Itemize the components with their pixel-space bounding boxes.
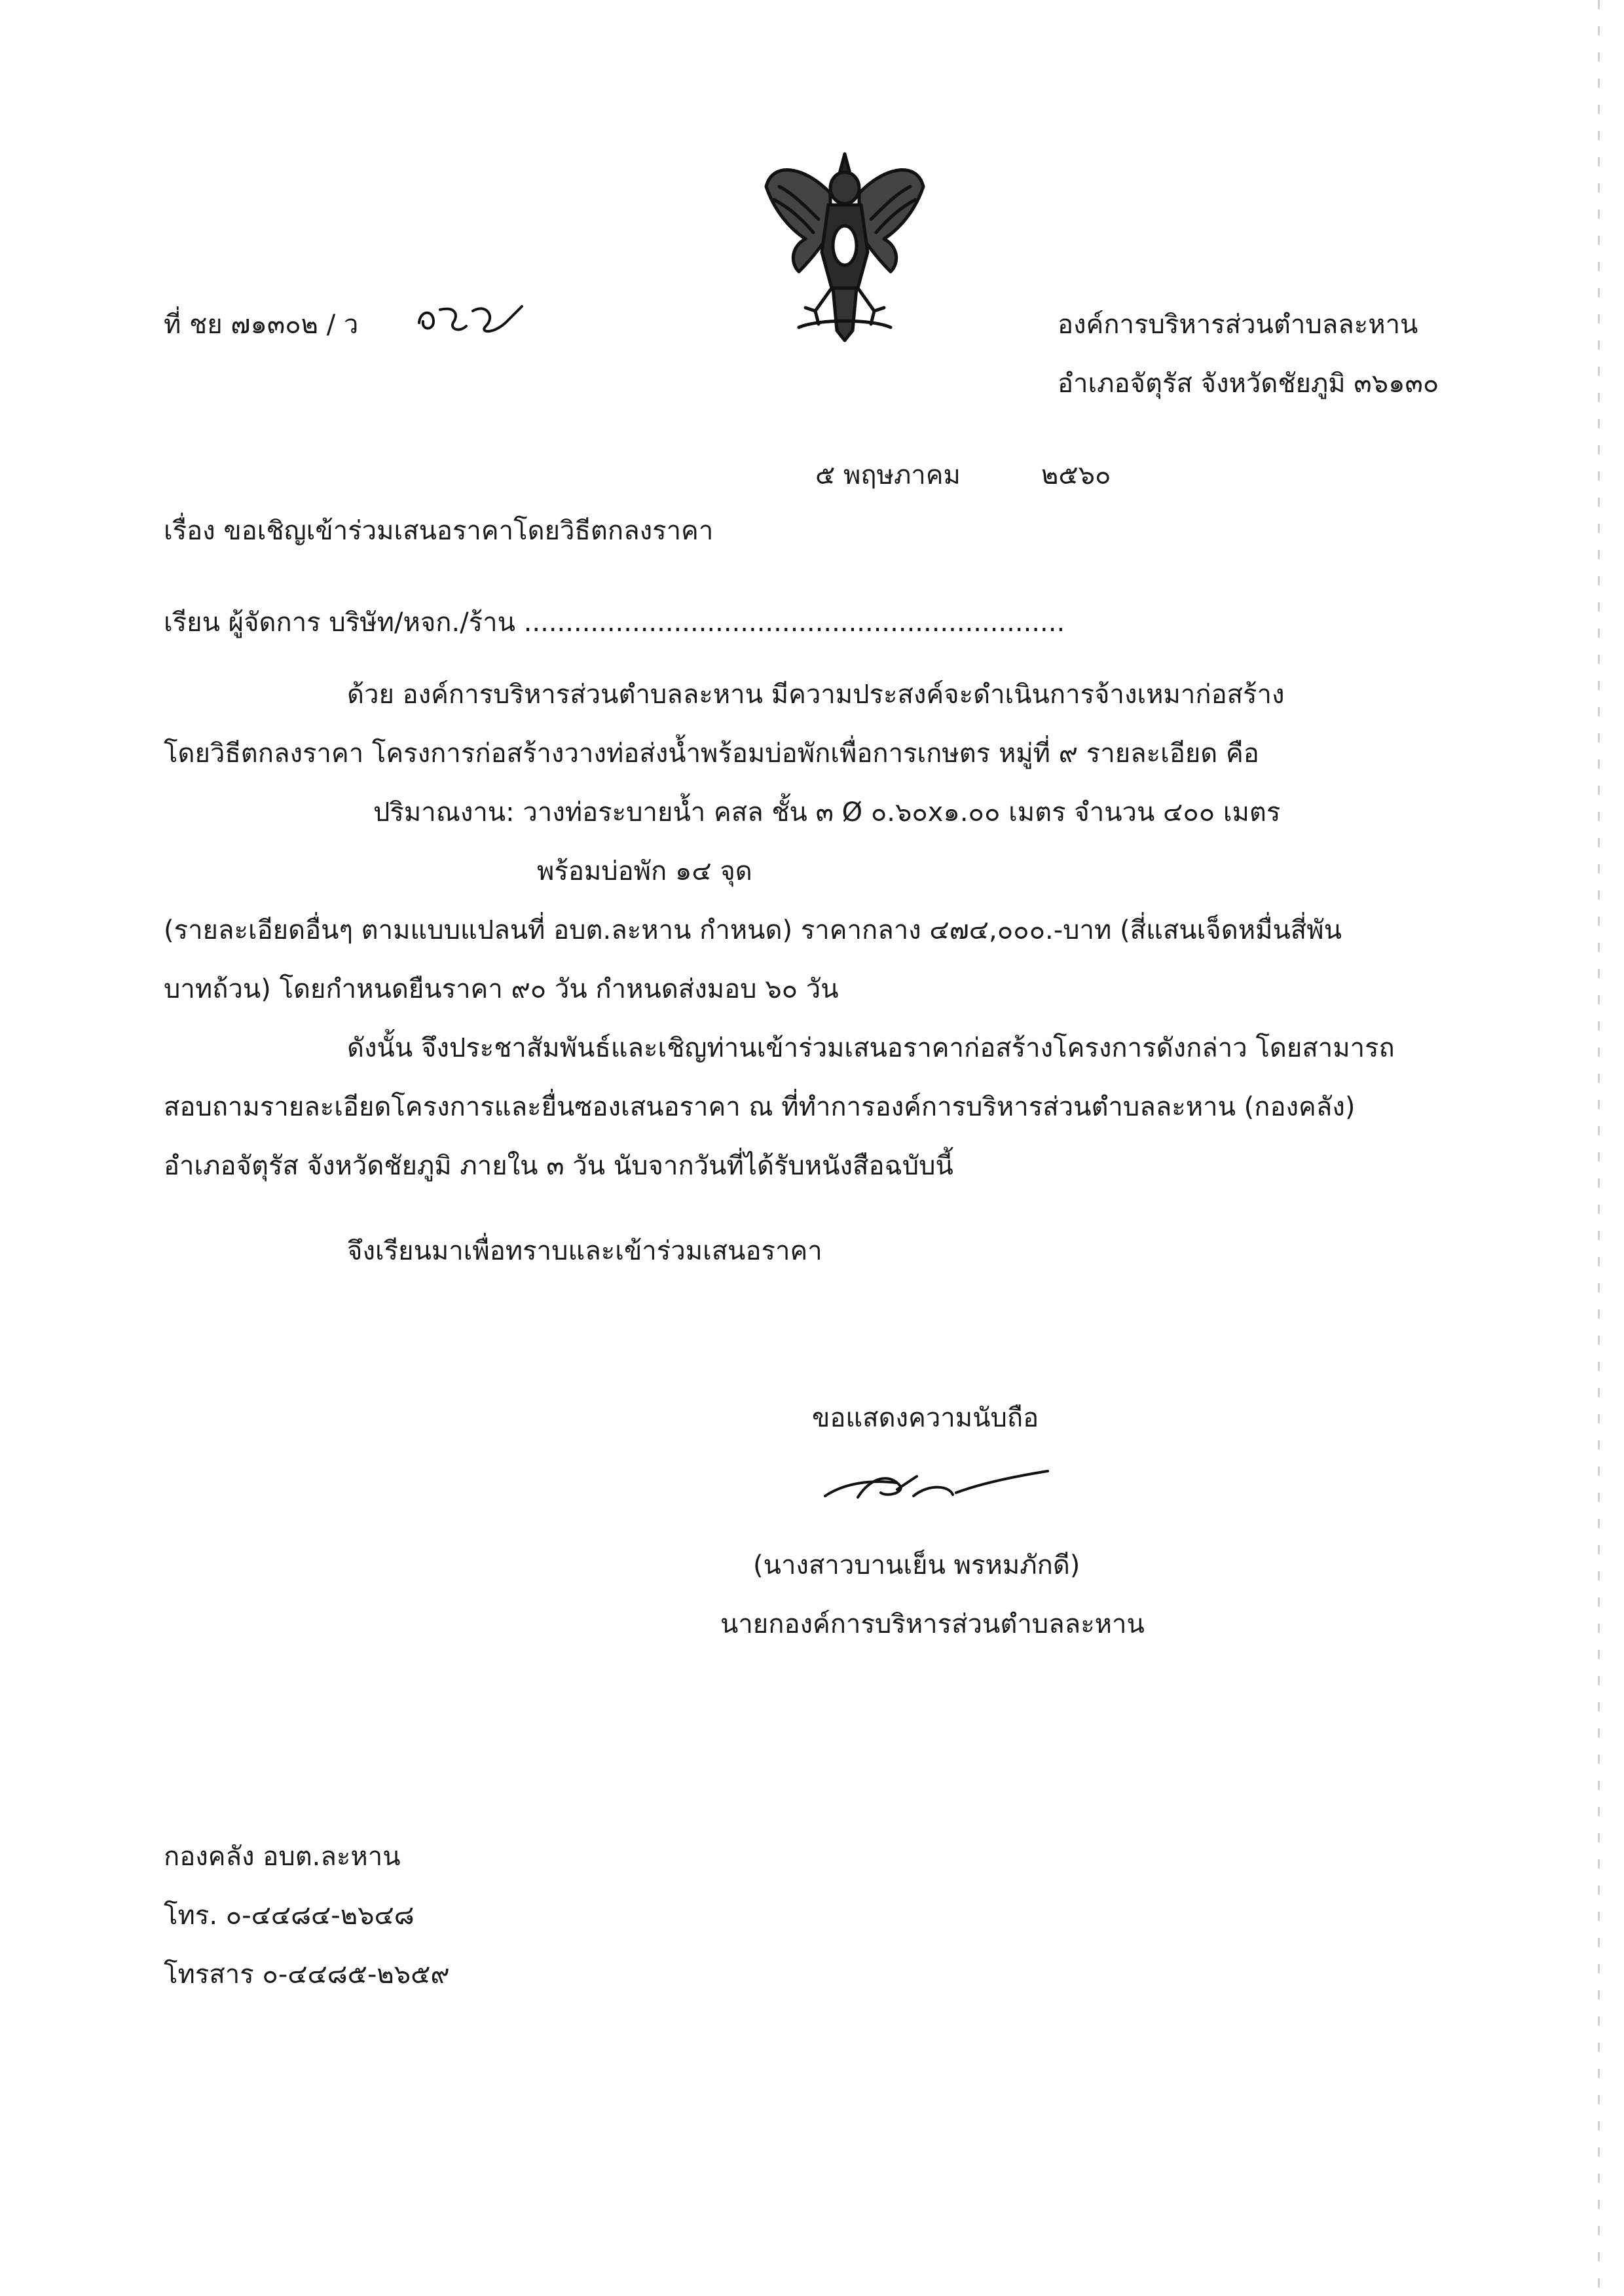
regards-text: ขอแสดงความนับถือ	[812, 1403, 1039, 1433]
closing-line: จึงเรียนมาเพื่อทราบและเข้าร่วมเสนอราคา	[347, 1236, 822, 1266]
body-paragraph-2-line-1: ดังนั้น จึงประชาสัมพันธ์และเชิญท่านเข้าร่วมเสนอราคาก่อสร้างโครงการดังกล่าว โดยสามารถ	[347, 1033, 1395, 1063]
subject-line: เรื่อง ขอเชิญเข้าร่วมเสนอราคาโดยวิธีตกลงราคา	[164, 516, 714, 546]
body-paragraph-1-line-6: บาทถ้วน) โดยกำหนดยืนราคา ๙๐ วัน กำหนดส่งมอบ ๖๐ วัน	[164, 974, 839, 1004]
letter-date: ๕ พฤษภาคม	[815, 460, 961, 490]
handwritten-reference-number	[414, 297, 525, 337]
footer-department: กองคลัง อบต.ละหาน	[164, 1842, 401, 1872]
signatory-name: (นางสาวบานเย็น พรหมภักดี)	[753, 1550, 1080, 1580]
body-paragraph-1-line-4: พร้อมบ่อพัก ๑๔ จุด	[537, 856, 752, 886]
handwritten-signature	[819, 1457, 1054, 1516]
body-paragraph-2-line-2: สอบถามรายละเอียดโครงการและยื่นซองเสนอราคา ณ ที่ทำการองค์การบริหารส่วนตำบลละหาน (กองคลัง)	[164, 1092, 1356, 1122]
letter-year: ๒๕๖๐	[1041, 460, 1111, 490]
organization-name: องค์การบริหารส่วนตำบลละหาน	[1058, 310, 1418, 340]
reference-number: ที่ ชย ๗๑๓๐๒ / ว	[164, 310, 359, 340]
garuda-emblem-icon	[760, 147, 930, 344]
body-paragraph-1-line-1: ด้วย องค์การบริหารส่วนตำบลละหาน มีความประสงค์จะดำเนินการจ้างเหมาก่อสร้าง	[347, 680, 1285, 710]
organization-address: อำเภอจัตุรัส จังหวัดชัยภูมิ ๓๖๑๓๐	[1058, 369, 1439, 399]
signatory-position: นายกองค์การบริหารส่วนตำบลละหาน	[720, 1609, 1145, 1639]
salutation-line: เรียน ผู้จัดการ บริษัท/หจก./ร้าน .................................................................	[164, 608, 1065, 638]
scan-edge-mark	[1598, 0, 1600, 2296]
body-paragraph-1-line-3: ปริมาณงาน: วางท่อระบายน้ำ คสล ชั้น ๓ Ø ๐.๖๐x๑.๐๐ เมตร จำนวน ๔๐๐ เมตร	[373, 797, 1281, 828]
body-paragraph-1-line-5: (รายละเอียดอื่นๆ ตามแบบแปลนที่ อบต.ละหาน กำหนด) ราคากลาง ๔๗๔,๐๐๐.-บาท (สี่แสนเจ็ดหมื่นสี่พัน	[164, 915, 1342, 945]
body-paragraph-2-line-3: อำเภอจัตุรัส จังหวัดชัยภูมิ ภายใน ๓ วัน นับจากวันที่ได้รับหนังสือฉบับนี้	[164, 1151, 953, 1181]
footer-phone: โทร. ๐-๔๔๘๔-๒๖๔๘	[164, 1901, 415, 1931]
footer-fax: โทรสาร ๐-๔๔๘๕-๒๖๕๙	[164, 1959, 450, 1990]
body-paragraph-1-line-2: โดยวิธีตกลงราคา โครงการก่อสร้างวางท่อส่งน้ำพร้อมบ่อพักเพื่อการเกษตร หมู่ที่ ๙ รายละเอียด คือ	[164, 738, 1259, 769]
